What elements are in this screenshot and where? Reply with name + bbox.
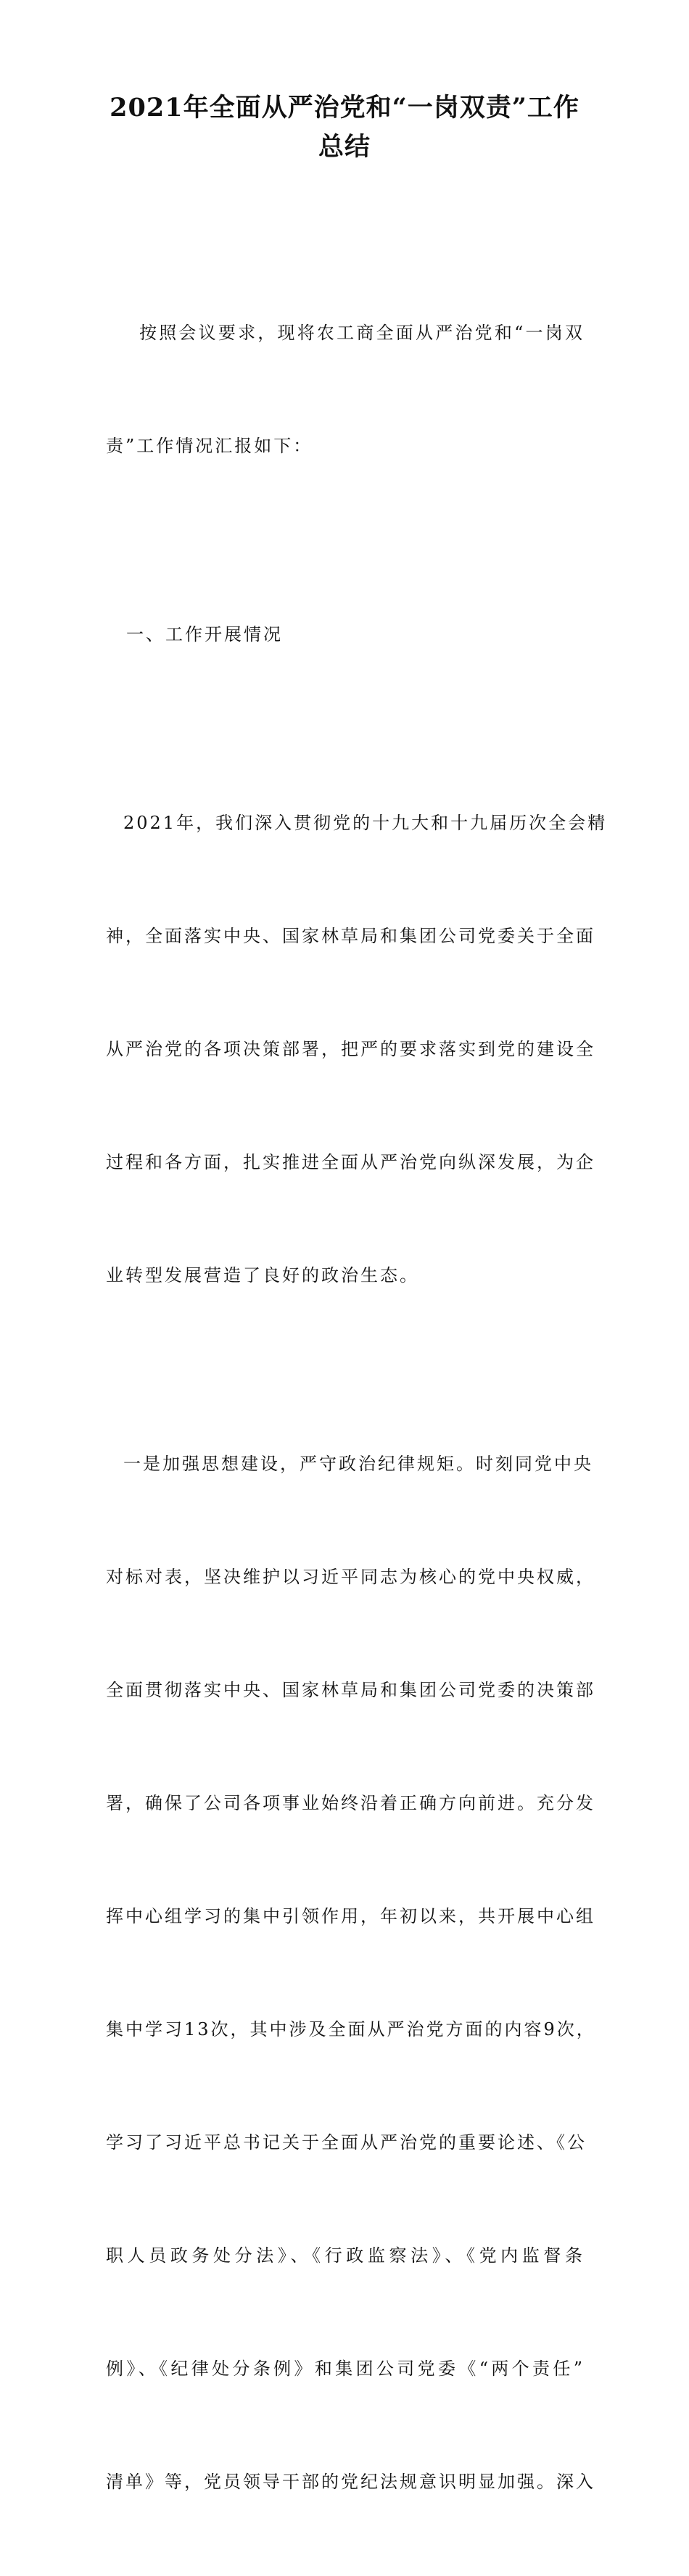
text-line: 职人员政务处分法》、《行政监察法》、《党内监督条	[106, 2245, 585, 2266]
text-line: 学习了习近平总书记关于全面从严治党的重要论述、《公	[106, 2132, 587, 2153]
text-line: 挥中心组学习的集中引领作用，年初以来，共开展中心组	[106, 1906, 595, 1926]
text-line: 一、工作开展情况	[126, 624, 283, 645]
text-line: 对标对表，坚决维护以习近平同志为核心的党中央权威，	[106, 1567, 595, 1587]
text-line: 神，全面落实中央、国家林草局和集团公司党委关于全面	[106, 926, 595, 946]
text-line: 清单》等，党员领导干部的党纪法规意识明显加强。深入	[106, 2472, 595, 2492]
text-line: 2021年，我们深入贯彻党的十九大和十九届历次全会精	[123, 813, 608, 833]
text-line: 例》、《纪律处分条例》和集团公司党委《“两个责任”	[106, 2358, 585, 2379]
text-line: 业转型发展营造了良好的政治生态。	[106, 1265, 419, 1285]
text-line: 全面贯彻落实中央、国家林草局和集团公司党委的决策部	[106, 1680, 595, 1700]
text-line: 按照会议要求，现将农工商全面从严治党和“一岗双	[139, 323, 585, 343]
text-line: 过程和各方面，扎实推进全面从严治党向纵深发展，为企	[106, 1152, 595, 1172]
document-title-line-1: 2021年全面从严治党和“一岗双责”工作	[110, 93, 579, 123]
section-heading	[106, 540, 585, 729]
text-line: 责”工作情况汇报如下：	[106, 436, 313, 456]
paragraph-intro	[106, 239, 585, 540]
paragraph-ideology	[106, 1370, 596, 2576]
document-title	[102, 88, 587, 167]
text-line: 一是加强思想建设，严守政治纪律规矩。时刻同党中央	[123, 1454, 593, 1474]
text-line: 集中学习13次，其中涉及全面从严治党方面的内容9次，	[106, 2019, 596, 2039]
document-body	[106, 239, 608, 2576]
text-line: 署，确保了公司各项事业始终沿着正确方向前进。充分发	[106, 1793, 595, 1813]
text-line: 从严治党的各项决策部署，把严的要求落实到党的建设全	[106, 1039, 595, 1059]
paragraph-overview	[106, 729, 608, 1370]
document-title-line-2: 总结	[318, 132, 371, 162]
